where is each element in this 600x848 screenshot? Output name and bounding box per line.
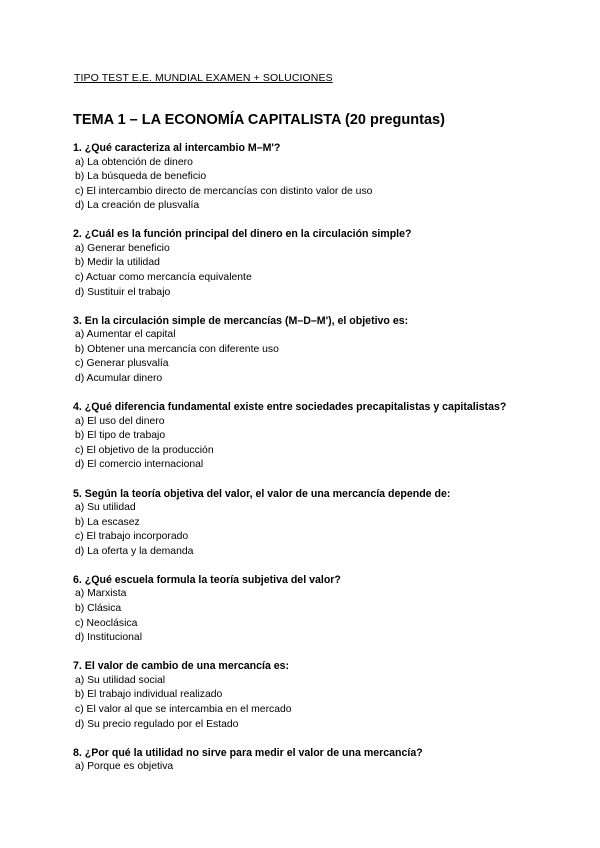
- answer-option: a) Marxista: [75, 588, 127, 600]
- question-text: 8. ¿Por qué la utilidad no sirve para medir el valor de una mercancía?: [73, 746, 423, 759]
- answer-option: c) El intercambio directo de mercancías con distinto valor de uso: [75, 185, 373, 197]
- answer-options: [73, 760, 543, 775]
- answer-options: [73, 587, 543, 645]
- question-block: [73, 573, 543, 646]
- answer-option: a) La obtención de dinero: [75, 156, 193, 168]
- answer-option: d) La oferta y la demanda: [75, 545, 194, 557]
- answer-options: [73, 501, 543, 559]
- question-block: [73, 400, 543, 473]
- section-title: TEMA 1 – LA ECONOMÍA CAPITALISTA (20 preguntas): [73, 112, 445, 128]
- question-block: [73, 659, 543, 732]
- question-text: 5. Según la teoría objetiva del valor, el valor de una mercancía depende de:: [73, 487, 451, 500]
- answer-option: a) Porque es objetiva: [75, 761, 174, 773]
- answer-option: d) Acumular dinero: [75, 373, 163, 385]
- answer-option: b) Clásica: [75, 602, 122, 614]
- answer-option: b) El trabajo individual realizado: [75, 689, 223, 701]
- answer-options: [73, 415, 543, 473]
- answer-options: [73, 242, 543, 300]
- answer-option: c) Actuar como mercancía equivalente: [75, 272, 252, 284]
- question-text: 2. ¿Cuál es la función principal del dinero en la circulación simple?: [73, 228, 412, 241]
- answer-option: b) La búsqueda de beneficio: [75, 171, 207, 183]
- answer-option: b) El tipo de trabajo: [75, 430, 166, 442]
- question-text: 6. ¿Qué escuela formula la teoría subjetiva del valor?: [73, 573, 341, 586]
- answer-option: a) El uso del dinero: [75, 415, 165, 427]
- question-block: [73, 141, 543, 214]
- answer-option: b) La escasez: [75, 516, 140, 528]
- answer-option: c) El objetivo de la producción: [75, 444, 214, 456]
- answer-options: [73, 674, 543, 732]
- answer-option: c) Neoclásica: [75, 617, 138, 629]
- question-block: [73, 746, 543, 775]
- answer-option: c) El valor al que se intercambia en el mercado: [75, 703, 292, 715]
- question-text: 7. El valor de cambio de una mercancía es:: [73, 660, 290, 673]
- answer-option: d) El comercio internacional: [75, 459, 204, 471]
- answer-option: a) Su utilidad: [75, 502, 136, 513]
- answer-option: d) Sustituir el trabajo: [75, 286, 171, 298]
- answer-option: c) El trabajo incorporado: [75, 531, 189, 543]
- answer-option: b) Medir la utilidad: [75, 257, 160, 269]
- question-text: 3. En la circulación simple de mercancías (M–D–M'), el objetivo es:: [73, 314, 409, 327]
- question-block: [73, 314, 543, 387]
- document-header: TIPO TEST E.E. MUNDIAL EXAMEN + SOLUCIONES: [74, 72, 333, 84]
- question-text: 1. ¿Qué caracteriza al intercambio M–M'?: [73, 142, 281, 154]
- answer-option: a) Aumentar el capital: [75, 329, 176, 341]
- answer-options: [73, 156, 543, 214]
- answer-option: a) Su utilidad social: [75, 674, 166, 686]
- answer-option: b) Obtener una mercancía con diferente uso: [75, 343, 279, 355]
- question-block: [73, 487, 543, 560]
- answer-option: c) Generar plusvalía: [75, 358, 169, 370]
- answer-options: [73, 328, 543, 386]
- question-list: [73, 141, 543, 788]
- question-block: [73, 227, 543, 300]
- answer-option: d) La creación de plusvalía: [75, 200, 200, 212]
- question-text: 4. ¿Qué diferencia fundamental existe entre sociedades precapitalistas y capitalistas?: [73, 401, 507, 414]
- answer-option: d) Institucional: [75, 632, 142, 644]
- answer-option: d) Su precio regulado por el Estado: [75, 718, 239, 730]
- answer-option: a) Generar beneficio: [75, 242, 170, 254]
